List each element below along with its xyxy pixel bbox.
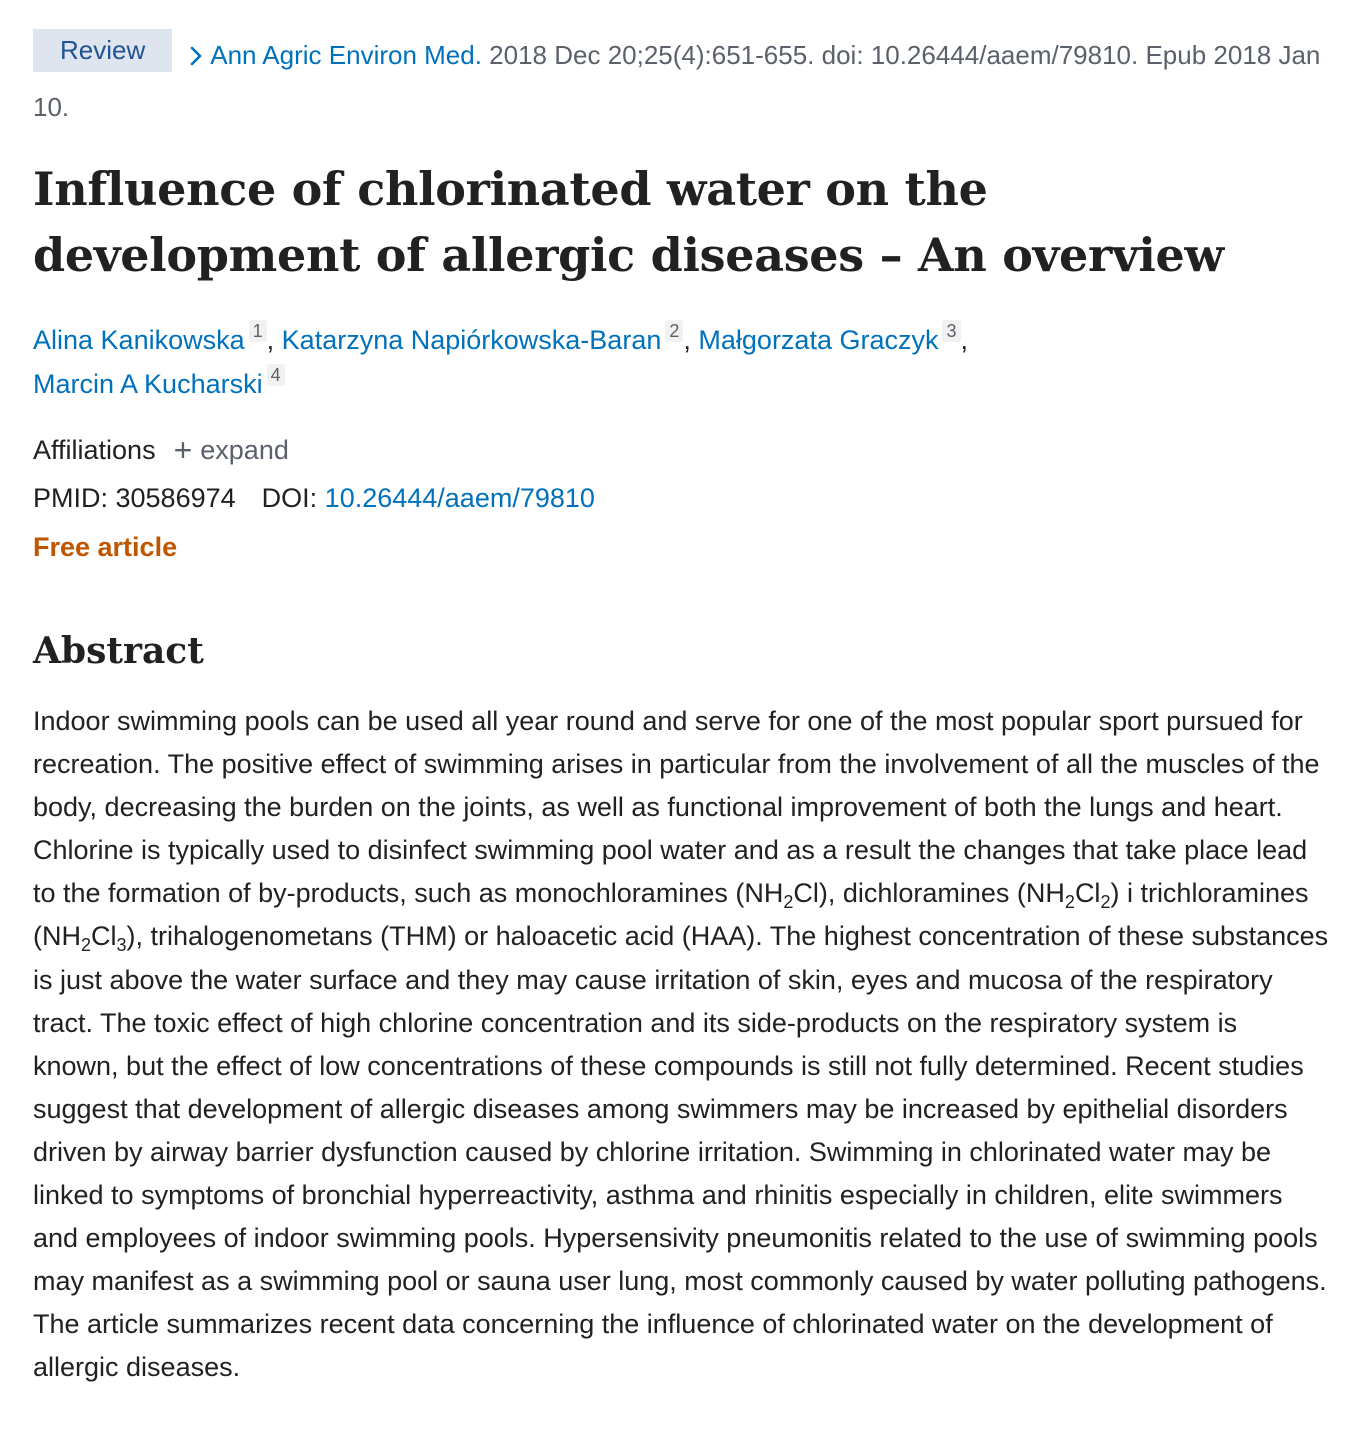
- author-list: [33, 318, 1329, 406]
- abstract-segment: ) i trichloramines (NH: [33, 878, 1309, 952]
- author-separator: ,: [266, 325, 275, 355]
- abstract-heading: Abstract: [33, 630, 204, 672]
- citation-details: 2018 Dec 20;25(4):651-655. doi: 10.26444/aaem/79810. Epub 2018 Jan 10.: [33, 40, 1321, 122]
- subscript: 2: [783, 892, 794, 913]
- review-badge: Review: [33, 29, 172, 72]
- affiliation-marker[interactable]: 1: [249, 320, 267, 342]
- subscript: 2: [1100, 892, 1111, 913]
- plus-icon: +: [173, 432, 193, 468]
- abstract-segment: Cl), dichloramines (NH: [793, 878, 1065, 909]
- affiliations-row: [33, 430, 289, 470]
- abstract-segment: ), trihalogenometans (THM) or haloacetic acid (HAA). The highest concentration of these substances is just above the water surface and they may cause irritation of skin, eyes and mucosa of the respiratory tract. The toxic effect of high chlorine concentration and its side-products on the respiratory system is known, but the effect of low concentrations of these compounds is still not fully determined. Recent studies suggest that development of allergic diseases among swimmers may be increased by epithelial disorders driven by airway barrier dysfunction caused by chlorine irritation. Swimming in chlorinated water may be linked to symptoms of bronchial hyperreactivity, asthma and rhinitis especially in children, elite swimmers and employees of indoor swimming pools. Hypersensivity pneumonitis related to the use of swimming pools may manifest as a swimming pool or sauna user lung, most commonly caused by water polluting pathogens. The article summarizes recent data concerning the influence of chlorinated water on the development of allergic diseases.: [33, 921, 1329, 1383]
- abstract-text: [33, 700, 1329, 1390]
- author-link[interactable]: Małgorzata Graczyk: [698, 325, 939, 355]
- doi-label: DOI:: [261, 483, 318, 513]
- expand-affiliations-button[interactable]: [173, 432, 289, 468]
- affiliation-marker[interactable]: 4: [267, 364, 285, 386]
- free-article-label: Free article: [33, 532, 178, 562]
- article-title: Influence of chlorinated water on the development of allergic diseases – An overview: [33, 162, 1224, 282]
- doi-link[interactable]: 10.26444/aaem/79810: [324, 483, 595, 513]
- author-separator: ,: [683, 325, 691, 355]
- affiliation-marker[interactable]: 2: [665, 320, 683, 342]
- identifiers-row: [33, 478, 595, 518]
- citation-line: [33, 29, 1329, 133]
- abstract-segment: Cl: [1074, 878, 1101, 909]
- expand-label: expand: [200, 435, 289, 465]
- journal-link[interactable]: Ann Agric Environ Med.: [210, 40, 482, 70]
- pmid: PMID: 30586974: [33, 483, 236, 513]
- author-link[interactable]: Katarzyna Napiórkowska-Baran: [281, 325, 662, 355]
- author-link[interactable]: Marcin A Kucharski: [33, 369, 263, 399]
- author-separator: ,: [960, 325, 969, 355]
- subscript: 2: [1064, 892, 1075, 913]
- abstract-segment: Cl: [91, 921, 117, 952]
- chevron-right-icon: [188, 29, 210, 81]
- author-link[interactable]: Alina Kanikowska: [33, 325, 245, 355]
- affiliation-marker[interactable]: 3: [942, 320, 960, 342]
- affiliations-label: Affiliations: [33, 435, 156, 465]
- subscript: 2: [81, 935, 92, 956]
- abstract-segment: Indoor swimming pools can be used all year round and serve for one of the most popular sport pursued for recreation. The positive effect of swimming arises in particular from the involvement of all the muscles of the body, decreasing the burden on the joints, as well as functional improvement of both the lungs and heart. Chlorine is typically used to disinfect swimming pool water and as a result the changes that take place lead to the formation of by-products, such as monochloramines (NH: [33, 706, 1320, 909]
- subscript: 3: [116, 935, 127, 956]
